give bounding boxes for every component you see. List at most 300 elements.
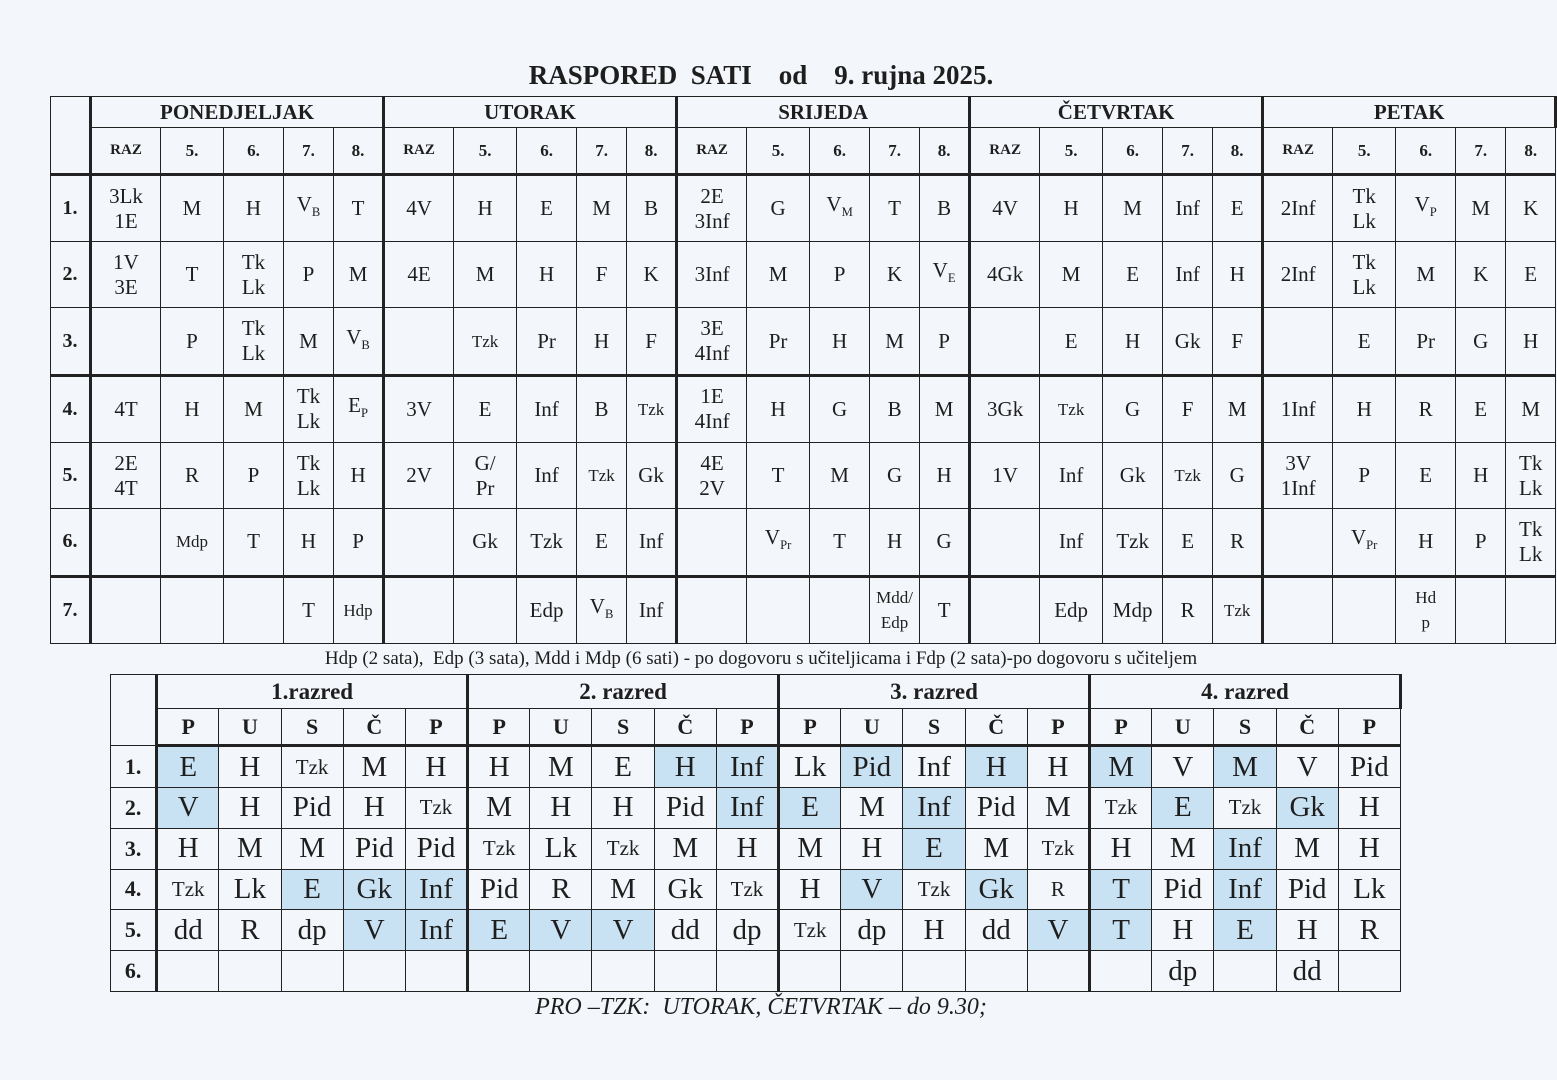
subject-cell: Tzk xyxy=(157,869,219,910)
subject-cell: dp xyxy=(841,910,903,951)
table-row xyxy=(111,951,1401,992)
subject-cell: E xyxy=(903,828,965,869)
subject-cell: Gk xyxy=(654,869,716,910)
table-row xyxy=(111,869,1401,910)
class-column-header: RAZ xyxy=(91,128,161,175)
class-column-header: RAZ xyxy=(970,128,1040,175)
class-cell xyxy=(384,308,454,375)
subject-cell: M xyxy=(779,828,841,869)
subject-cell: G xyxy=(1103,375,1163,442)
subject-cell: E xyxy=(454,375,517,442)
subject-cell xyxy=(592,951,654,992)
subject-cell: M xyxy=(219,828,281,869)
subject-cell: H xyxy=(1213,242,1263,308)
class-cell: 4T xyxy=(91,375,161,442)
subject-cell: M xyxy=(920,375,970,442)
subject-cell: $V_{Pr}$ xyxy=(1333,509,1396,576)
class-cell: 2E 4T xyxy=(91,443,161,509)
subject-cell: Pid xyxy=(281,788,343,829)
subject-cell: H xyxy=(1333,375,1396,442)
subject-cell: Tk Lk xyxy=(284,443,334,509)
subject-cell: H xyxy=(157,828,219,869)
subject-cell: Inf xyxy=(1163,175,1213,242)
subject-cell: G/ Pr xyxy=(454,443,517,509)
table-row xyxy=(51,443,1556,509)
subject-cell: H xyxy=(1040,175,1103,242)
subject-cell: $V_B$ xyxy=(334,308,384,375)
subject-cell xyxy=(281,951,343,992)
class-cell: 2Inf xyxy=(1263,242,1333,308)
subject-cell: Inf xyxy=(627,509,677,576)
subject-cell: P xyxy=(224,443,284,509)
subject-cell: H xyxy=(577,308,627,375)
table-row xyxy=(51,576,1556,643)
subject-cell: P xyxy=(161,308,224,375)
subject-cell: B xyxy=(870,375,920,442)
subject-cell: R xyxy=(1027,869,1089,910)
lesson-number: 6. xyxy=(111,951,157,992)
subject-cell: H xyxy=(405,746,467,788)
subject-cell: Mdp xyxy=(1103,576,1163,643)
subject-cell: H xyxy=(654,746,716,788)
subject-cell: G xyxy=(870,443,920,509)
subject-cell: E xyxy=(1213,175,1263,242)
subject-cell: Hdp xyxy=(334,576,384,643)
subject-cell: Hd p xyxy=(1396,576,1456,643)
subject-cell: B xyxy=(627,175,677,242)
subject-cell: M xyxy=(841,788,903,829)
subject-cell: Edp xyxy=(517,576,577,643)
subject-cell: H xyxy=(1338,828,1400,869)
weekday-header: S xyxy=(281,709,343,746)
subject-cell: Tzk xyxy=(1027,828,1089,869)
subject-cell: M xyxy=(281,828,343,869)
subject-cell: E xyxy=(1040,308,1103,375)
period-column-header: 6. xyxy=(1396,128,1456,175)
subject-cell: M xyxy=(1027,788,1089,829)
subject-cell: M xyxy=(343,746,405,788)
subject-cell: E xyxy=(1456,375,1506,442)
subject-cell: Tk Lk xyxy=(1333,175,1396,242)
subject-cell: M xyxy=(1276,828,1338,869)
subject-cell xyxy=(965,951,1027,992)
subject-cell: Tk Lk xyxy=(1506,443,1556,509)
class-cell: 3V xyxy=(384,375,454,442)
subject-cell: Tzk xyxy=(405,788,467,829)
subject-cell: M xyxy=(870,308,920,375)
subject-cell: dp xyxy=(1152,951,1214,992)
subject-cell xyxy=(1506,576,1556,643)
subject-cell xyxy=(161,576,224,643)
subject-cell: T xyxy=(870,175,920,242)
weekday-header: S xyxy=(903,709,965,746)
subject-cell: K xyxy=(1456,242,1506,308)
subject-cell: H xyxy=(284,509,334,576)
subject-cell: K xyxy=(870,242,920,308)
class-cell xyxy=(1263,509,1333,576)
weekday-header: Č xyxy=(654,709,716,746)
subject-cell: Lk xyxy=(219,869,281,910)
period-column-header: 5. xyxy=(1040,128,1103,175)
subject-cell: H xyxy=(903,910,965,951)
period-column-header: 5. xyxy=(161,128,224,175)
subject-cell xyxy=(219,951,281,992)
subject-cell xyxy=(468,951,530,992)
grade-header: 3. razred xyxy=(779,675,1090,709)
table-row xyxy=(51,375,1556,442)
subject-cell: G xyxy=(1213,443,1263,509)
subject-cell xyxy=(654,951,716,992)
subject-cell: R xyxy=(219,910,281,951)
weekly-schedule-table xyxy=(50,96,1557,644)
subject-cell: H xyxy=(219,788,281,829)
period-column-header: 6. xyxy=(1103,128,1163,175)
subject-cell: H xyxy=(965,746,1027,788)
subject-cell: P xyxy=(1456,509,1506,576)
subject-cell: M xyxy=(161,175,224,242)
subject-cell: Inf xyxy=(517,375,577,442)
subject-cell: Tzk xyxy=(281,746,343,788)
subject-cell: $V_B$ xyxy=(284,175,334,242)
weekday-header: U xyxy=(219,709,281,746)
weekday-header: U xyxy=(1152,709,1214,746)
subject-cell: dd xyxy=(1276,951,1338,992)
subject-cell: M xyxy=(1152,828,1214,869)
subject-cell: Tzk xyxy=(716,869,778,910)
subject-cell: H xyxy=(747,375,810,442)
subject-cell: H xyxy=(334,443,384,509)
subject-cell: Tzk xyxy=(577,443,627,509)
subject-cell: Pid xyxy=(654,788,716,829)
subject-cell: M xyxy=(454,242,517,308)
subject-cell: Lk xyxy=(530,828,592,869)
subject-cell: $V_P$ xyxy=(1396,175,1456,242)
subject-cell: Inf xyxy=(903,788,965,829)
subject-cell: Inf xyxy=(1040,509,1103,576)
subject-cell: H xyxy=(161,375,224,442)
day-header: PETAK xyxy=(1263,97,1556,128)
subject-cell: Pid xyxy=(1152,869,1214,910)
period-column-header: 6. xyxy=(517,128,577,175)
subject-cell: V xyxy=(592,910,654,951)
weekday-header: P xyxy=(157,709,219,746)
subject-cell: T xyxy=(284,576,334,643)
weekday-header: S xyxy=(592,709,654,746)
class-cell xyxy=(91,509,161,576)
subject-cell: G xyxy=(920,509,970,576)
weekday-header: P xyxy=(779,709,841,746)
day-header: SRIJEDA xyxy=(677,97,970,128)
class-cell: 2E 3Inf xyxy=(677,175,747,242)
subject-cell xyxy=(1214,951,1276,992)
class-cell: 2V xyxy=(384,443,454,509)
subject-cell: H xyxy=(1090,828,1152,869)
subject-cell: Tzk xyxy=(517,509,577,576)
subject-cell xyxy=(157,951,219,992)
lesson-number: 4. xyxy=(111,869,157,910)
subject-cell: H xyxy=(810,308,870,375)
subject-cell: V xyxy=(1276,746,1338,788)
weekday-header: U xyxy=(530,709,592,746)
subject-cell: P xyxy=(1333,443,1396,509)
subject-cell: H xyxy=(343,788,405,829)
subject-cell: P xyxy=(334,509,384,576)
subject-cell: Tzk xyxy=(779,910,841,951)
subject-cell: $E_P$ xyxy=(334,375,384,442)
subject-cell xyxy=(1456,576,1506,643)
period-column-header: 6. xyxy=(224,128,284,175)
subject-cell: $V_B$ xyxy=(577,576,627,643)
subject-cell: Tzk xyxy=(1040,375,1103,442)
subject-cell: E xyxy=(281,869,343,910)
subject-cell: H xyxy=(779,869,841,910)
period-column-header: 5. xyxy=(747,128,810,175)
period-number: 4. xyxy=(51,375,91,442)
class-cell xyxy=(1263,576,1333,643)
subject-cell: K xyxy=(1506,175,1556,242)
subject-cell: dd xyxy=(965,910,1027,951)
class-cell xyxy=(91,576,161,643)
subject-cell: Lk xyxy=(1338,869,1400,910)
subject-cell: E xyxy=(779,788,841,829)
class-cell: 4E 2V xyxy=(677,443,747,509)
subject-cell: Tk Lk xyxy=(1506,509,1556,576)
class-cell xyxy=(384,576,454,643)
subject-cell: R xyxy=(1338,910,1400,951)
subject-cell: H xyxy=(920,443,970,509)
subject-cell: M xyxy=(577,175,627,242)
period-column-header: 7. xyxy=(1163,128,1213,175)
subject-cell: T xyxy=(920,576,970,643)
subject-cell: E xyxy=(1506,242,1556,308)
weekday-header: U xyxy=(841,709,903,746)
subject-cell xyxy=(224,576,284,643)
class-cell: 1Inf xyxy=(1263,375,1333,442)
subject-cell: H xyxy=(1506,308,1556,375)
class-cell xyxy=(677,509,747,576)
table-row xyxy=(51,308,1556,375)
subject-cell: K xyxy=(627,242,677,308)
table-row xyxy=(51,175,1556,242)
table-row xyxy=(111,788,1401,829)
subject-cell: Tzk xyxy=(1103,509,1163,576)
subject-cell xyxy=(1090,951,1152,992)
subject-cell: G xyxy=(1456,308,1506,375)
subject-cell: V xyxy=(530,910,592,951)
lesson-number: 1. xyxy=(111,746,157,788)
subject-cell xyxy=(779,951,841,992)
subject-cell: P xyxy=(810,242,870,308)
subject-cell: Inf xyxy=(716,788,778,829)
subject-cell: E xyxy=(592,746,654,788)
class-cell: 3Lk 1E xyxy=(91,175,161,242)
subject-cell: dd xyxy=(654,910,716,951)
weekday-header: S xyxy=(1214,709,1276,746)
subject-cell: Edp xyxy=(1040,576,1103,643)
class-cell xyxy=(970,576,1040,643)
subject-cell: Pid xyxy=(343,828,405,869)
period-number: 3. xyxy=(51,308,91,375)
class-cell: 3Inf xyxy=(677,242,747,308)
grade-header: 2. razred xyxy=(468,675,779,709)
weekday-header: Č xyxy=(343,709,405,746)
subject-cell: M xyxy=(334,242,384,308)
grade-header: 4. razred xyxy=(1090,675,1401,709)
subject-cell: H xyxy=(841,828,903,869)
subject-cell: R xyxy=(161,443,224,509)
subject-cell: E xyxy=(517,175,577,242)
subject-cell: Inf xyxy=(517,443,577,509)
period-column-header: 7. xyxy=(284,128,334,175)
subject-cell: Inf xyxy=(1214,828,1276,869)
subject-cell: E xyxy=(1152,788,1214,829)
subject-cell: H xyxy=(454,175,517,242)
subject-cell: dp xyxy=(281,910,343,951)
period-number: 5. xyxy=(51,443,91,509)
subject-cell: Inf xyxy=(716,746,778,788)
subject-cell: Pr xyxy=(1396,308,1456,375)
subject-cell: M xyxy=(284,308,334,375)
subject-cell: Tzk xyxy=(1090,788,1152,829)
subject-cell: M xyxy=(965,828,1027,869)
subject-cell: H xyxy=(870,509,920,576)
subject-cell: Pid xyxy=(468,869,530,910)
subject-cell: Pr xyxy=(747,308,810,375)
period-column-header: 8. xyxy=(1213,128,1263,175)
subject-cell: M xyxy=(1396,242,1456,308)
class-column-header: RAZ xyxy=(384,128,454,175)
day-header: ČETVRTAK xyxy=(970,97,1263,128)
subject-cell: T xyxy=(224,509,284,576)
period-column-header: 8. xyxy=(627,128,677,175)
period-column-header: 7. xyxy=(1456,128,1506,175)
subject-cell: Gk xyxy=(454,509,517,576)
subject-cell: V xyxy=(343,910,405,951)
subject-cell: E xyxy=(1163,509,1213,576)
subject-cell: Gk xyxy=(343,869,405,910)
period-column-header: 7. xyxy=(577,128,627,175)
subject-cell xyxy=(810,576,870,643)
weekday-header: P xyxy=(716,709,778,746)
class-column-header: RAZ xyxy=(1263,128,1333,175)
subject-cell: M xyxy=(747,242,810,308)
subject-cell: Tzk xyxy=(1214,788,1276,829)
period-column-header: 7. xyxy=(870,128,920,175)
subject-cell: Mdp xyxy=(161,509,224,576)
subject-cell: H xyxy=(1152,910,1214,951)
subject-cell: Inf xyxy=(1163,242,1213,308)
subject-cell: F xyxy=(1213,308,1263,375)
subject-cell xyxy=(530,951,592,992)
subject-cell: M xyxy=(1040,242,1103,308)
subject-cell: Tzk xyxy=(454,308,517,375)
subject-cell: F xyxy=(1163,375,1213,442)
subject-cell: V xyxy=(1027,910,1089,951)
subject-cell: T xyxy=(747,443,810,509)
subject-cell xyxy=(1027,951,1089,992)
subject-cell: Inf xyxy=(405,869,467,910)
subject-cell xyxy=(343,951,405,992)
period-number: 1. xyxy=(51,175,91,242)
subject-cell: Tzk xyxy=(592,828,654,869)
class-cell: 2Inf xyxy=(1263,175,1333,242)
subject-cell: Lk xyxy=(779,746,841,788)
class-cell: 3Gk xyxy=(970,375,1040,442)
subject-cell: H xyxy=(592,788,654,829)
subject-cell: Gk xyxy=(1103,443,1163,509)
period-column-header: 8. xyxy=(920,128,970,175)
lesson-number: 3. xyxy=(111,828,157,869)
day-header: PONEDJELJAK xyxy=(91,97,384,128)
class-cell: 4Gk xyxy=(970,242,1040,308)
page-title: RASPORED SATI od 9. rujna 2025. xyxy=(528,60,994,90)
subject-cell: Tzk xyxy=(468,828,530,869)
subject-cell xyxy=(747,576,810,643)
subject-cell: E xyxy=(1396,443,1456,509)
subject-cell: M xyxy=(592,869,654,910)
period-number: 2. xyxy=(51,242,91,308)
subject-cell xyxy=(1333,576,1396,643)
subject-cell: T xyxy=(810,509,870,576)
subject-cell: T xyxy=(334,175,384,242)
subject-cell: B xyxy=(577,375,627,442)
subject-cell: V xyxy=(157,788,219,829)
period-column-header: 5. xyxy=(1333,128,1396,175)
subject-cell: M xyxy=(1103,175,1163,242)
corner-cell xyxy=(51,97,91,175)
subject-cell: H xyxy=(468,746,530,788)
subject-cell: H xyxy=(1276,910,1338,951)
subject-cell: R xyxy=(1213,509,1263,576)
weekday-header: P xyxy=(1090,709,1152,746)
subject-cell: E xyxy=(1214,910,1276,951)
subject-cell: E xyxy=(577,509,627,576)
subject-cell: Pid xyxy=(841,746,903,788)
subject-cell: $V_E$ xyxy=(920,242,970,308)
subject-cell: Pid xyxy=(1276,869,1338,910)
weekday-header: P xyxy=(405,709,467,746)
weekday-header: Č xyxy=(1276,709,1338,746)
weekday-header: P xyxy=(468,709,530,746)
class-column-header: RAZ xyxy=(677,128,747,175)
period-number: 6. xyxy=(51,509,91,576)
subject-cell: M xyxy=(1213,375,1263,442)
subject-cell: T xyxy=(1090,869,1152,910)
corner-cell xyxy=(111,675,157,746)
subject-cell: Tzk xyxy=(903,869,965,910)
subject-cell: E xyxy=(1103,242,1163,308)
subject-cell: M xyxy=(654,828,716,869)
subject-cell: Pid xyxy=(965,788,1027,829)
subject-cell: Tzk xyxy=(1163,443,1213,509)
table-row xyxy=(111,910,1401,951)
subject-cell: Mdd/ Edp xyxy=(870,576,920,643)
subject-cell: Inf xyxy=(1040,443,1103,509)
subject-cell: $V_M$ xyxy=(810,175,870,242)
subject-cell: R xyxy=(1163,576,1213,643)
class-cell: 4E xyxy=(384,242,454,308)
subject-cell xyxy=(405,951,467,992)
subject-cell: E xyxy=(1333,308,1396,375)
subject-cell: H xyxy=(1027,746,1089,788)
subject-cell: M xyxy=(1506,375,1556,442)
subject-cell: H xyxy=(224,175,284,242)
subject-cell xyxy=(841,951,903,992)
subject-cell: B xyxy=(920,175,970,242)
schedule-note: Hdp (2 sata), Edp (3 sata), Mdd i Mdp (6 sati) - po dogovoru s učiteljicama i Fdp (2 sata)-po dogovoru s učiteljem xyxy=(324,648,1198,669)
subject-cell: H xyxy=(1103,308,1163,375)
subject-cell: P xyxy=(920,308,970,375)
